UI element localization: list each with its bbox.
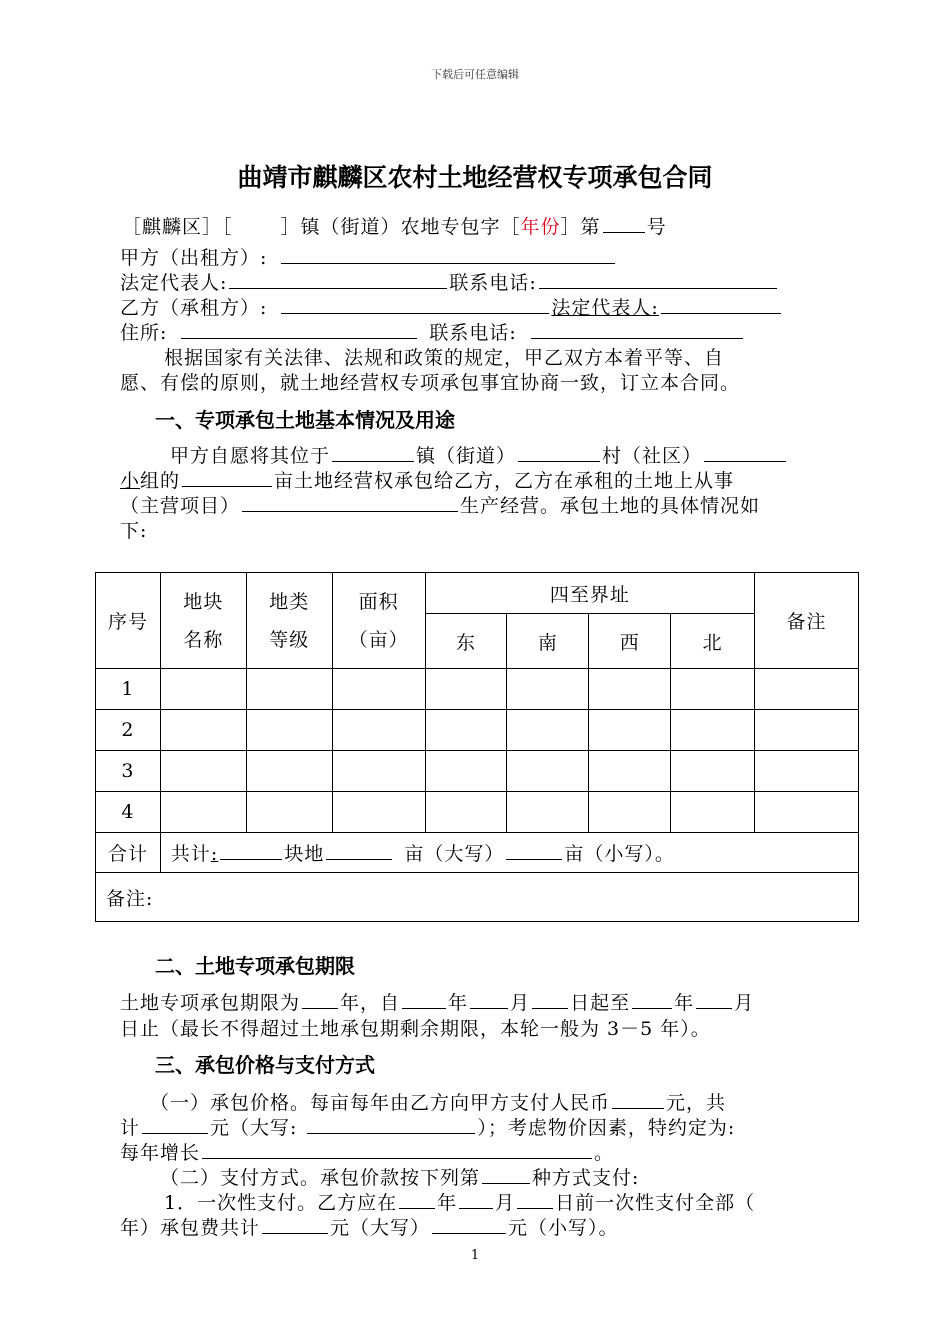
section-3-title: 三、承包价格与支付方式 (155, 1053, 375, 1077)
table-row (96, 669, 859, 710)
row-number: 3 (96, 751, 161, 792)
section-3-line-3: 每年增长 。 (120, 1138, 614, 1165)
section-3-line-1: （一）承包价格。每亩每年由乙方向甲方支付人民币 元，共 (150, 1088, 726, 1115)
col-header-plot-name: 地块 名称 (160, 573, 246, 669)
remark-label: 备注: (96, 873, 859, 922)
col-header-south: 南 (507, 614, 589, 669)
col-header-no: 序号 (96, 573, 161, 669)
row-number: 2 (96, 710, 161, 751)
col-header-land-class: 地类 等级 (246, 573, 332, 669)
col-header-west: 西 (589, 614, 671, 669)
section-2-title: 二、土地专项承包期限 (155, 954, 355, 978)
section-1-line-4: 下: (120, 520, 148, 542)
section-2-line-1: 土地专项承包期限为 年，自 年 月 日起至 年 月 (120, 988, 754, 1015)
table-row (96, 710, 859, 751)
intro-line-1: 根据国家有关法律、法规和政策的规定，甲乙双方本着平等、自 (164, 347, 725, 369)
total-row (96, 833, 859, 873)
section-1-line-3: （主营项目） 生产经营。承包土地的具体情况如 (120, 491, 760, 518)
legal-rep-line: 法定代表人: 联系电话: (120, 268, 779, 295)
party-b-line: 乙方（承租方）: 法定代表人: (120, 293, 783, 320)
document-title: 曲靖市麒麟区农村土地经营权专项承包合同 (237, 163, 713, 192)
table-row (96, 792, 859, 833)
section-1-line-1: 甲方自愿将其位于 镇（街道） 村（社区） (170, 441, 788, 468)
contract-number-line: ［麒麟区］［ ］镇（街道）农地专包字［年份］第 号 (122, 212, 667, 239)
total-label: 合计 (96, 833, 161, 873)
year-placeholder: 年份 (520, 216, 561, 238)
address-line: 住所: 联系电话: (120, 318, 745, 345)
intro-line-2: 愿、有偿的原则，就土地经营权专项承包事宜协商一致，订立本合同。 (120, 372, 741, 394)
section-3-line-5: 1．一次性支付。乙方应在 年 月 日前一次性支付全部（ (164, 1188, 755, 1215)
col-header-boundaries: 四至界址 (425, 573, 755, 614)
section-3-line-4: （二）支付方式。承包价款按下列第 种方式支付: (160, 1163, 639, 1190)
table-row (96, 751, 859, 792)
header-note: 下载后可任意编辑 (431, 68, 519, 81)
row-number: 1 (96, 669, 161, 710)
section-2-line-2: 日止（最长不得超过土地承包期剩余期限，本轮一般为 3－5 年）。 (120, 1018, 711, 1040)
land-table (95, 572, 859, 922)
remark-row (96, 873, 859, 922)
row-number: 4 (96, 792, 161, 833)
col-header-north: 北 (671, 614, 755, 669)
section-3-line-2: 计 元（大写: ）；考虑物价因素，特约定为: (120, 1113, 735, 1140)
party-a-line: 甲方（出租方）: (120, 243, 617, 270)
section-1-title: 一、专项承包土地基本情况及用途 (155, 408, 455, 432)
section-1-line-2: 小组的 亩土地经营权承包给乙方，乙方在承租的土地上从事 (120, 466, 734, 493)
page-number: 1 (470, 1248, 480, 1263)
col-header-area: 面积 （亩） (332, 573, 425, 669)
section-3-line-6: 年）承包费共计 元（大写） 元（小写）。 (120, 1213, 619, 1240)
col-header-remark: 备注 (755, 573, 859, 669)
col-header-east: 东 (425, 614, 507, 669)
total-content: 共计: 块地 亩（大写） 亩（小写）。 (160, 833, 858, 873)
